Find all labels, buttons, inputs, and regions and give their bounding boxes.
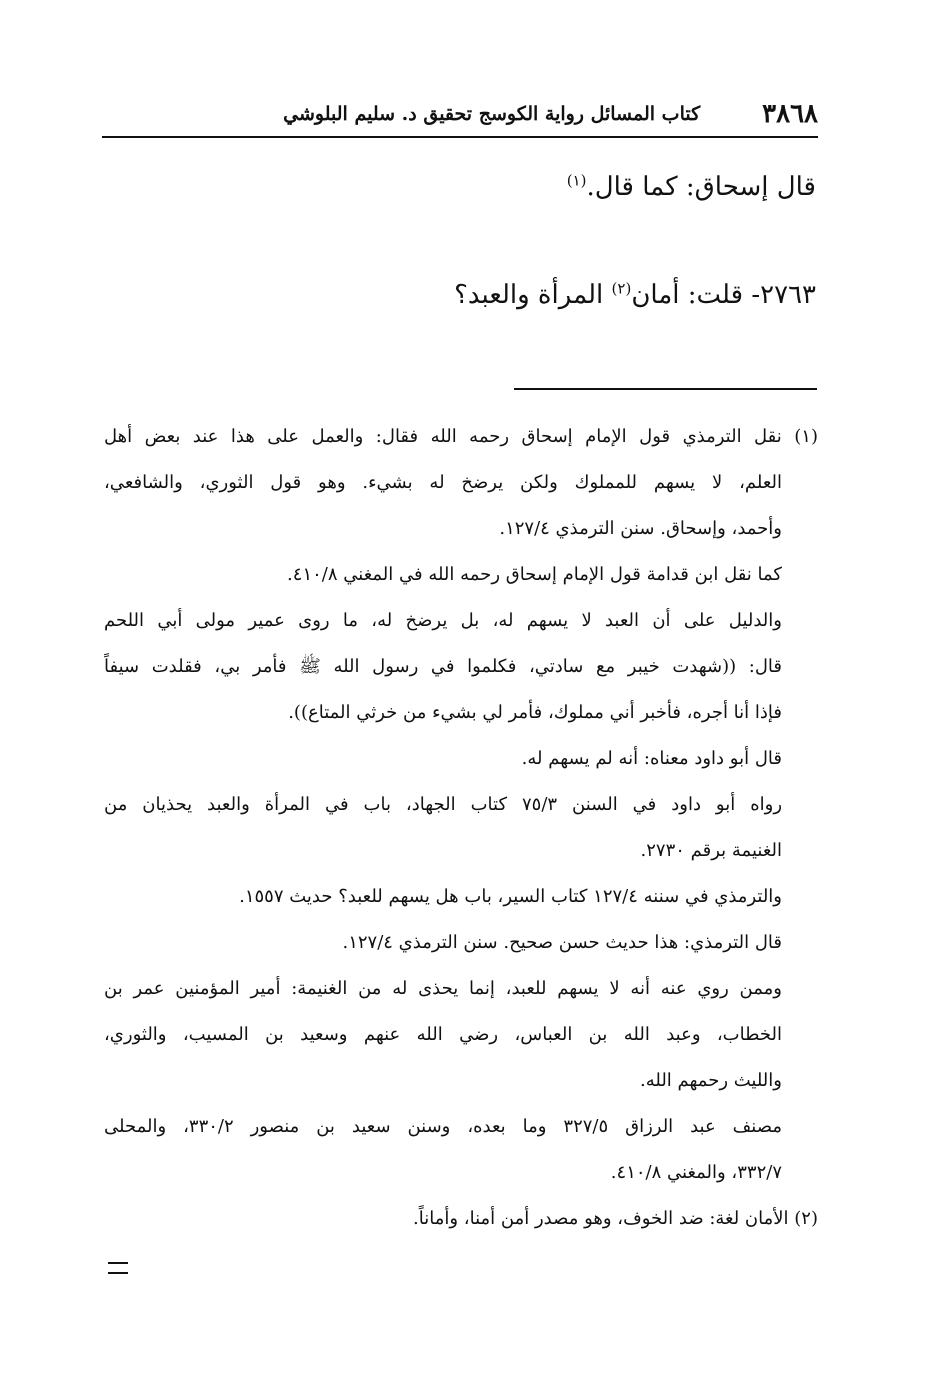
- footnote-line: فإذا أنا أجره، فأخبر أني مملوك، فأمر لي بشيء من خرثي المتاع)).: [288, 702, 782, 723]
- footnote-ref-1: (١): [566, 171, 587, 190]
- footnote-line: وممن روي عنه أنه لا يسهم للعبد، إنما يحذى له من الغنيمة: أمير المؤمنين عمر بن: [104, 978, 782, 999]
- footnote-separator: [514, 388, 817, 390]
- footnote-line: الغنيمة برقم ٢٧٣٠.: [640, 840, 782, 861]
- footnote-line: مصنف عبد الرزاق ٣٢٧/٥ وما بعده، وسنن سعيد بن منصور ٣٣٠/٢، والمحلى: [104, 1116, 782, 1137]
- footnote-line: ٣٣٢/٧، والمغني ٤١٠/٨.: [610, 1162, 782, 1183]
- footnote-line: قال: ((شهدت خيبر مع سادتي، فكلموا في رسول الله ﷺ فأمر بي، فقلدت سيفاً: [104, 656, 782, 677]
- footnotes: [104, 414, 818, 1242]
- footnote-line: قال الترمذي: هذا حديث حسن صحيح. سنن الترمذي ١٢٧/٤.: [342, 932, 782, 953]
- running-title: كتاب المسائل رواية الكوسج تحقيق د. سليم البلوشي: [283, 103, 701, 125]
- footnote-line: رواه أبو داود في السنن ٧٥/٣ كتاب الجهاد، باب في المرأة والعبد يحذيان من: [104, 794, 783, 815]
- footnote-line: كما نقل ابن قدامة قول الإمام إسحاق رحمه الله في المغني ٤١٠/٨.: [287, 564, 782, 585]
- footnote-ref-2: (٢): [611, 279, 632, 298]
- footnote-line: (١) نقل الترمذي قول الإمام إسحاق رحمه الله فقال: والعمل على هذا عند بعض أهل: [104, 426, 818, 447]
- main-text: قال إسحاق: كما قال.: [586, 172, 816, 202]
- footnote-line: الخطاب، وعبد الله بن العباس، رضي الله عنهم وسعيد بن المسيب، والثوري،: [104, 1024, 782, 1045]
- end-mark: [108, 1262, 128, 1274]
- page-number: ٣٨٦٨: [762, 99, 818, 129]
- footnote-line: قال أبو داود معناه: أنه لم يسهم له.: [521, 748, 782, 769]
- main-text-line-2: [454, 280, 816, 310]
- footnote-line: (٢) الأمان لغة: ضد الخوف، وهو مصدر أمن أمنا، وأماناً.: [413, 1208, 818, 1229]
- footnote-line: العلم، لا يسهم للمملوك ولكن يرضخ له بشيء. وهو قول الثوري، والشافعي،: [104, 472, 782, 493]
- footnote-line: والدليل على أن العبد لا يسهم له، بل يرضخ له، ما روى عمير مولى أبي اللحم: [104, 610, 782, 631]
- main-text-line-1: [567, 172, 816, 202]
- footnote-line: والترمذي في سننه ١٢٧/٤ كتاب السير، باب هل يسهم للعبد؟ حديث ١٥٥٧.: [239, 886, 782, 907]
- question-text-end: المرأة والعبد؟: [454, 280, 612, 310]
- footnote-line: والليث رحمهم الله.: [639, 1070, 782, 1091]
- question-text: ٢٧٦٣- قلت: أمان: [631, 280, 816, 310]
- footnote-line: وأحمد، وإسحاق. سنن الترمذي ١٢٧/٤.: [499, 518, 782, 539]
- page-header: [102, 92, 818, 138]
